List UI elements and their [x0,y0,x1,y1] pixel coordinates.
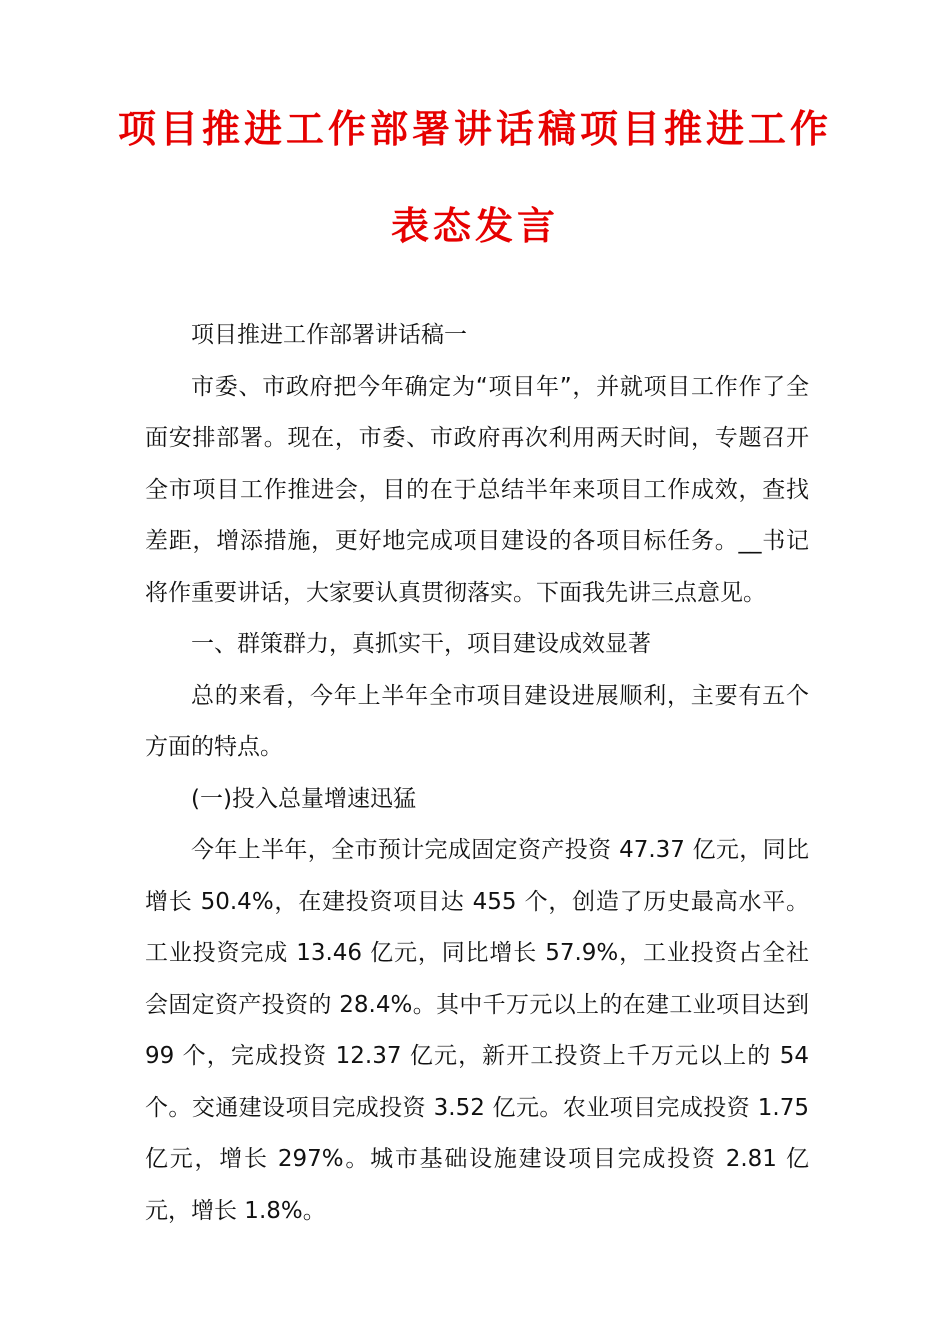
section-heading-part-one: 一、群策群力，真抓实干，项目建设成效显著 [191,631,651,657]
document-title-line-2: 表态发言 [390,203,559,248]
document-title-line-1: 项目推进工作部署讲话稿项目推进工作 [117,106,832,151]
intro-paragraph: 市委、市政府把今年确定为“项目年”，并就项目工作作了全面安排部署。现在，市委、市政府再次利用两天时间，专题召开全市项目工作推进会，目的在于总结半年来项目工作成效，查找差距，增添措施，更好地完成项目建设的各项目标任务。__书记将作重要讲话，大家要认真贯彻落实。下面我先讲三点意见。 [145,373,809,606]
investment-paragraph: 今年上半年，全市预计完成固定资产投资 47.37 亿元，同比增长 50.4%，在建投资项目达 455 个，创造了历史最高水平。工业投资完成 13.46 亿元，同比增长 57.9%，工业投资占全社会固定资产投资的 28.4%。其中千万元以上的在建工业项目达到 99 个，完成投资 12.37 亿元，新开工投资上千万元以上的 54 个。交通建设项目完成投资 3.52 亿元。农业项目完成投资 1.75 亿元，增长 297%。城市基础设施建设项目完成投资 2.81 亿元，增长 1.8%。 [145,837,809,1224]
subsection-heading-investment: (一)投入总量增速迅猛 [191,785,416,812]
document-body [145,310,809,1237]
overview-paragraph: 总的来看，今年上半年全市项目建设进展顺利，主要有五个方面的特点。 [145,682,809,760]
section-heading-speech-one: 项目推进工作部署讲话稿一 [191,322,467,348]
